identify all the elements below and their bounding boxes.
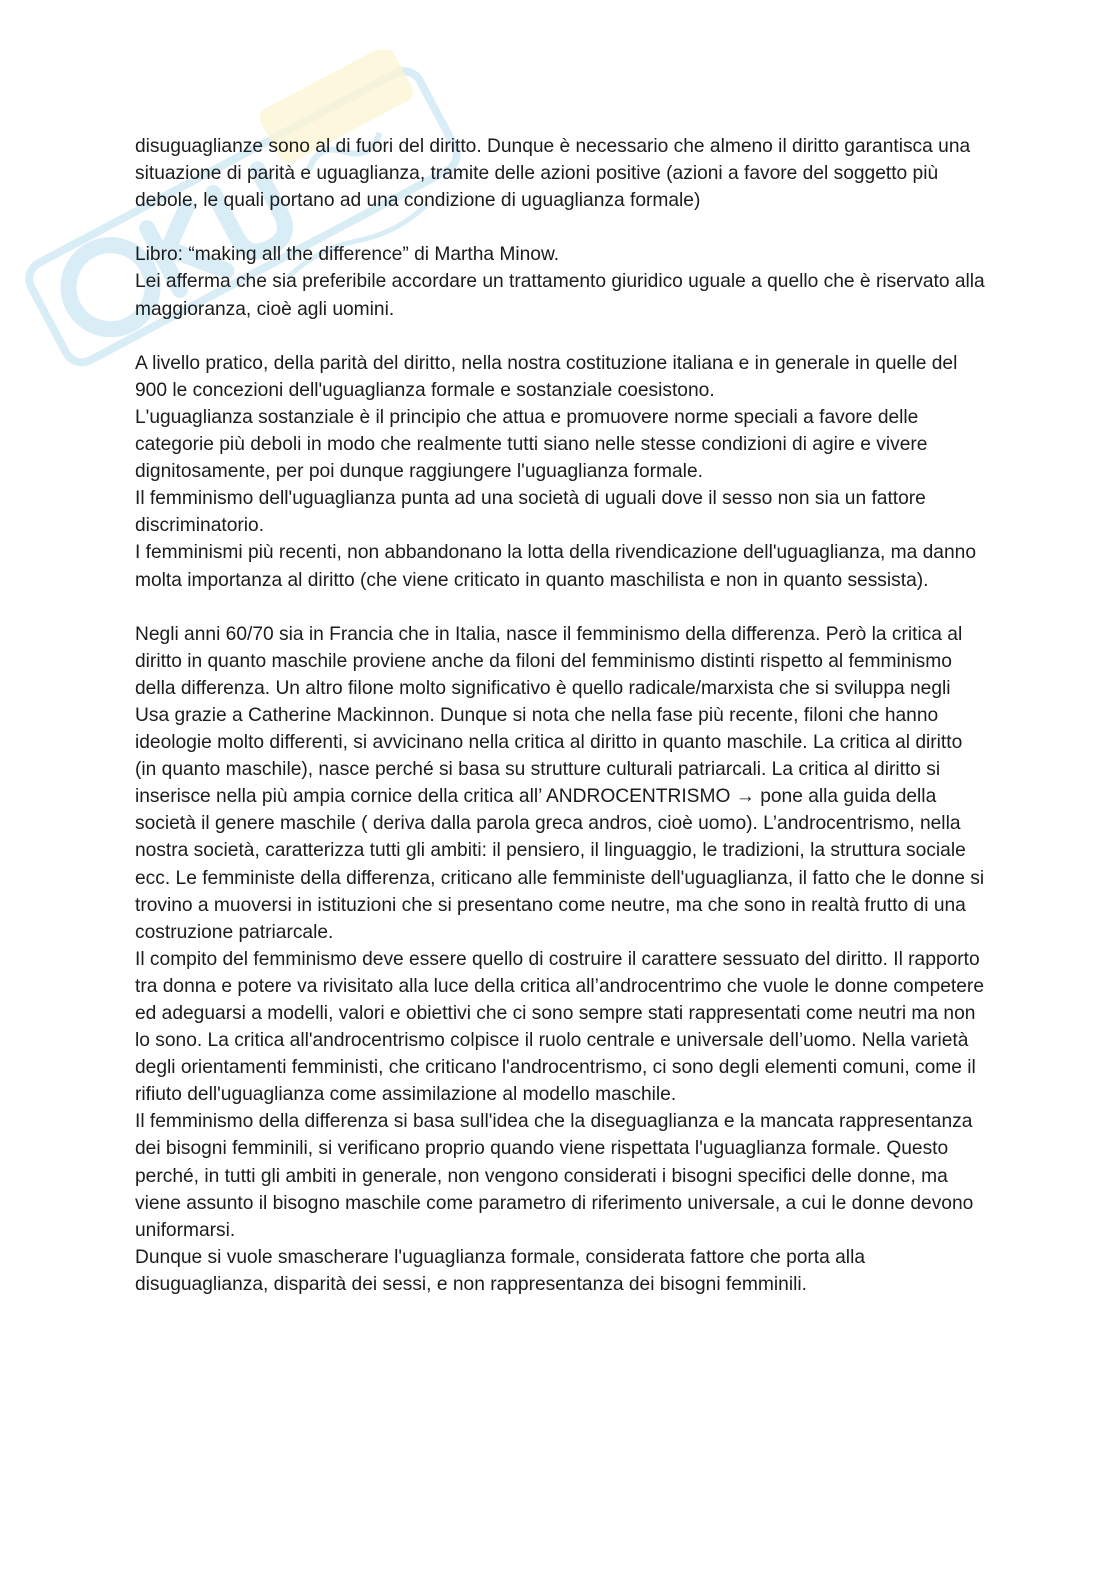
paragraph (135, 241, 985, 322)
text-line: Lei afferma che sia preferibile accordare un trattamento giuridico uguale a quello che è riservato alla maggioranza, cioè agli uomini. (135, 271, 985, 320)
text-line: Il femminismo dell'uguaglianza punta ad una società di uguali dove il sesso non sia un fattore discriminatorio. (135, 488, 926, 537)
document-body (135, 133, 985, 1325)
text-line: Negli anni 60/70 sia in Francia che in Italia, nasce il femminismo della differenza. Però la critica al diritto in quanto maschile proviene anche da filoni del femminismo distinti rispetto al femminismo della differenza. Un altro filone molto significativo è quello radicale/marxista che si sviluppa negli Usa grazie a Catherine Mackinnon. Dunque si nota che nella fase più recente, filoni che hanno ideologie molto differenti, si avvicinano nella critica al diritto in quanto maschile. La critica al diritto (in quanto maschile), nasce perché si basa su strutture culturali patriarcali. La critica al diritto si inserisce nella più ampia cornice della critica all’ ANDROCENTRISMO → pone alla guida della società il genere maschile ( deriva dalla parola greca andros, cioè uomo). L’androcentrismo, nella nostra società, caratterizza tutti gli ambiti: il pensiero, il linguaggio, le tradizioni, la struttura sociale ecc. Le femministe della differenza, criticano alle femministe dell'uguaglianza, il fatto che le donne si trovino a muoversi in istituzioni che si presentano come neutre, ma che sono in realtà frutto di una costruzione patriarcale. (135, 623, 985, 943)
text-line: L'uguaglianza sostanziale è il principio che attua e promuovere norme speciali a favore delle categorie più deboli in modo che realmente tutti siano nelle stesse condizioni di agire e vivere dignitosamente, per poi dunque raggiungere l'uguaglianza formale. (135, 406, 928, 483)
paragraph (135, 621, 985, 1298)
text-line: Dunque si vuole smascherare l'uguaglianza formale, considerata fattore che porta alla disuguaglianza, disparità dei sessi, e non rappresentanza dei bisogni femminili. (135, 1246, 866, 1295)
text-line: Il compito del femminismo deve essere quello di costruire il carattere sessuato del diritto. Il rapporto tra donna e potere va rivisitato alla luce della critica all’androcentrimo che vuole le donne competere ed adeguarsi a modelli, valori e obiettivi che ci sono sempre stati rappresentati come neutri ma non lo sono. La critica all'androcentrismo colpisce il ruolo centrale e universale dell’uomo. Nella varietà degli orientamenti femministi, che criticano l'androcentrismo, ci sono degli elementi comuni, come il rifiuto dell'uguaglianza come assimilazione al modello maschile. (135, 948, 984, 1106)
paragraph (135, 350, 985, 594)
text-line: Il femminismo della differenza si basa sull'idea che la diseguaglianza e la mancata rappresentanza dei bisogni femminili, si verificano proprio quando viene rispettata l'uguaglianza formale. Questo perché, in tutti gli ambiti in generale, non vengono considerati i bisogni specifici delle donne, ma viene assunto il bisogno maschile come parametro di riferimento universale, a cui le donne devono uniformarsi. (135, 1111, 974, 1241)
paragraph (135, 133, 985, 214)
text-line: Libro: “making all the difference” di Martha Minow. (135, 244, 560, 266)
text-line: A livello pratico, della parità del diritto, nella nostra costituzione italiana e in generale in quelle del 900 le concezioni dell'uguaglianza formale e sostanziale coesistono. (135, 352, 958, 401)
text-line: I femminismi più recenti, non abbandonano la lotta della rivendicazione dell'uguaglianza, ma danno molta importanza al diritto (che viene criticato in quanto maschilista e non in quanto sessista). (135, 542, 976, 591)
text-line: disuguaglianze sono al di fuori del diritto. Dunque è necessario che almeno il diritto garantisca una situazione di parità e uguaglianza, tramite delle azioni positive (azioni a favore del soggetto più debole, le quali portano ad una condizione di uguaglianza formale) (135, 136, 971, 212)
